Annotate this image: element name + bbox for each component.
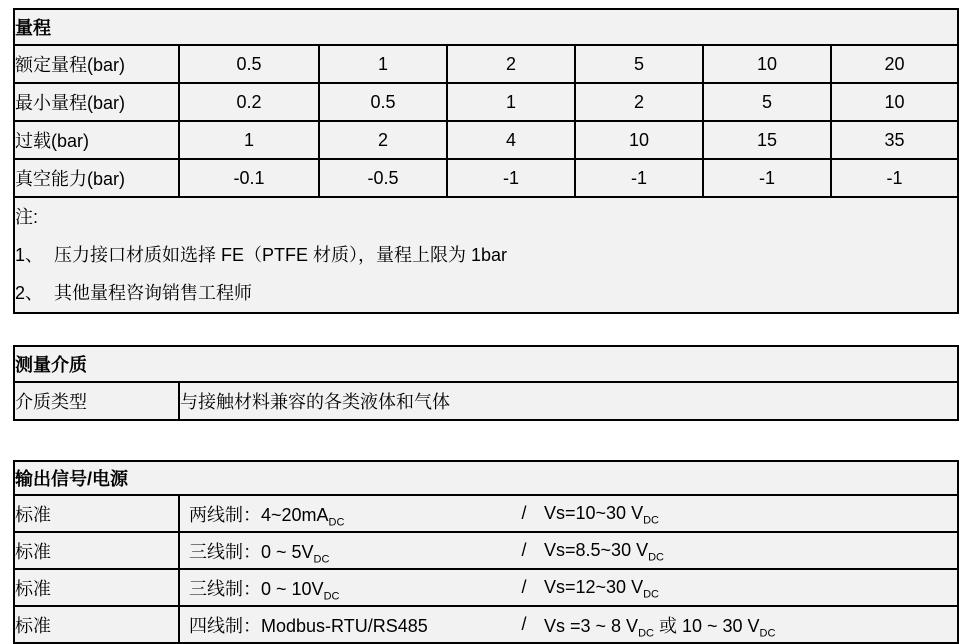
range-cell: -1 [703, 159, 831, 197]
supply-text: Vs=10~30 $V_{DC}$ [544, 503, 659, 527]
output-content [180, 501, 957, 527]
separator: / [521, 577, 527, 597]
table-row [14, 45, 958, 83]
range-notes [14, 197, 958, 313]
output-content [180, 612, 957, 638]
signal-text: 三线制：0 ~ $5V_{DC}$ [189, 541, 330, 566]
row-label: 过载(bar) [14, 121, 179, 159]
output-content [180, 538, 957, 564]
range-cell: 4 [447, 121, 575, 159]
range-cell: 1 [179, 121, 319, 159]
table-row [14, 83, 958, 121]
spacer [0, 314, 970, 345]
note-line [15, 274, 957, 312]
range-cell: -0.5 [319, 159, 447, 197]
table-row [14, 9, 958, 45]
supply-text: Vs =3 ~ 8 $V_{DC}$ 或 10 ~ 30 $V_{DC}$ [544, 615, 776, 640]
supply-text: Vs=8.5~30 $V_{DC}$ [544, 540, 664, 564]
note-number: 1、 [15, 245, 44, 265]
range-table [13, 8, 959, 314]
output-value [179, 606, 958, 643]
output-value [179, 495, 958, 532]
range-table-title: 量程 [14, 9, 958, 45]
row-label: 标准 [14, 569, 179, 606]
range-cell: 10 [703, 45, 831, 83]
note-text: 压力接口材质如选择 FE（PTFE 材质），量程上限为 1bar [54, 245, 508, 265]
range-cell: -1 [575, 159, 703, 197]
separator: / [521, 540, 527, 560]
range-cell: 10 [575, 121, 703, 159]
signal-text: 两线制：$4\sim 20mA_{DC}$ [189, 504, 345, 529]
row-label: 介质类型 [14, 382, 179, 420]
row-label: 最小量程(bar) [14, 83, 179, 121]
range-cell: 20 [831, 45, 958, 83]
range-cell: -0.1 [179, 159, 319, 197]
table-row [14, 382, 958, 420]
table-row [14, 346, 958, 382]
range-cell: 5 [575, 45, 703, 83]
table-row [14, 159, 958, 197]
signal-text: 三线制：0 ~ $10V_{DC}$ [189, 578, 340, 603]
table-row [14, 532, 958, 569]
range-cell: 0.5 [179, 45, 319, 83]
note-line [15, 198, 957, 236]
range-cell: 15 [703, 121, 831, 159]
output-table [13, 460, 959, 644]
row-label: 标准 [14, 495, 179, 532]
note-number: 2、 [15, 283, 44, 303]
range-cell: 0.5 [319, 83, 447, 121]
range-cell: 1 [447, 83, 575, 121]
table-row [14, 569, 958, 606]
row-label: 真空能力(bar) [14, 159, 179, 197]
range-cell: 2 [319, 121, 447, 159]
table-row [14, 606, 958, 643]
range-cell: 5 [703, 83, 831, 121]
medium-value: 与接触材料兼容的各类液体和气体 [179, 382, 958, 420]
range-cell: 1 [319, 45, 447, 83]
output-table-title: 输出信号/电源 [14, 461, 958, 495]
signal-text: 四线制：Modbus-RTU/RS485 [189, 615, 428, 636]
spacer [0, 421, 970, 460]
note-text: 其他量程咨询销售工程师 [54, 283, 252, 303]
medium-table [13, 345, 959, 421]
output-value [179, 532, 958, 569]
separator: / [521, 614, 527, 634]
range-cell: 2 [447, 45, 575, 83]
table-row [14, 495, 958, 532]
separator: / [521, 503, 527, 523]
range-cell: -1 [447, 159, 575, 197]
row-label: 额定量程(bar) [14, 45, 179, 83]
range-cell: 2 [575, 83, 703, 121]
output-value [179, 569, 958, 606]
row-label: 标准 [14, 532, 179, 569]
note-line [15, 236, 957, 274]
table-row [14, 197, 958, 313]
medium-table-title: 测量介质 [14, 346, 958, 382]
row-label: 标准 [14, 606, 179, 643]
range-cell: 0.2 [179, 83, 319, 121]
range-cell: -1 [831, 159, 958, 197]
supply-text: Vs=12~30 $V_{DC}$ [544, 577, 659, 601]
output-content [180, 575, 957, 601]
range-cell: 10 [831, 83, 958, 121]
table-row [14, 461, 958, 495]
range-cell: 35 [831, 121, 958, 159]
spacer [0, 0, 970, 8]
table-row [14, 121, 958, 159]
note-number: 注: [15, 207, 39, 227]
